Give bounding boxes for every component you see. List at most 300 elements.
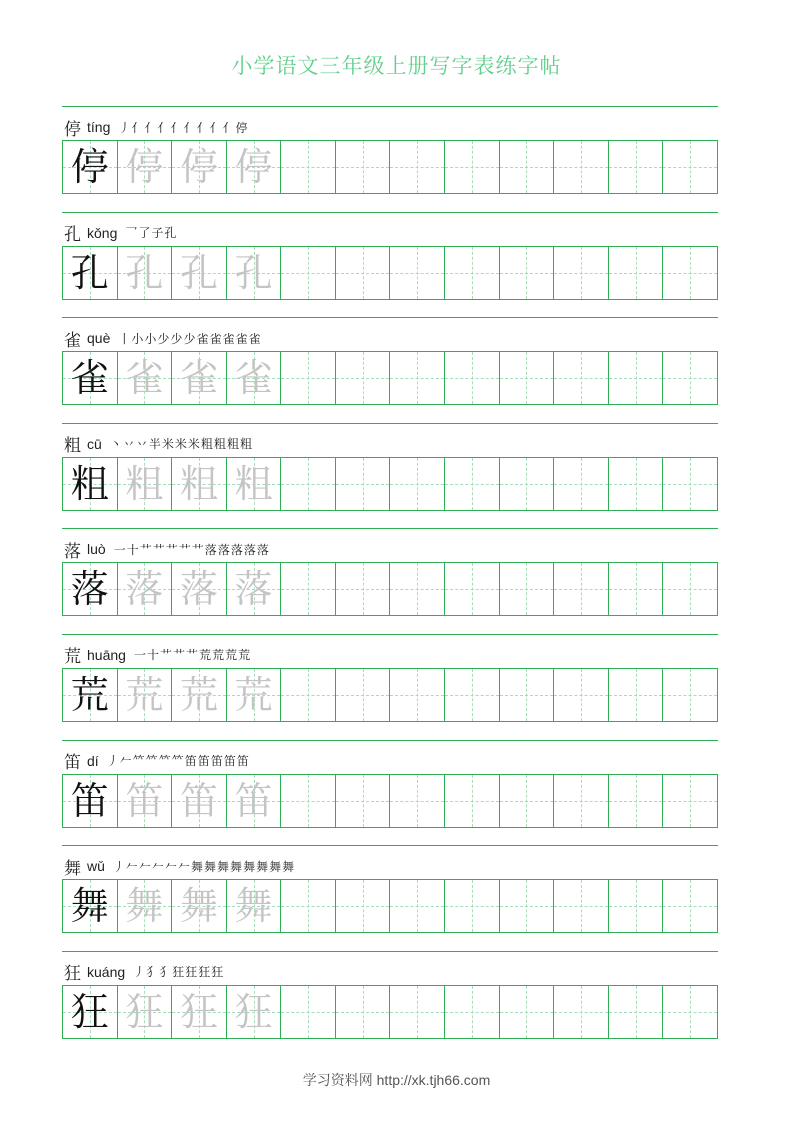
pinyin: què: [87, 330, 111, 347]
writing-grid: [62, 351, 718, 405]
trace-character: 孔: [125, 250, 164, 295]
guide-line-horizontal: [554, 906, 608, 907]
trace-character: 狂: [125, 989, 164, 1034]
blank-writing-box[interactable]: [281, 986, 336, 1038]
guide-line-horizontal: [609, 801, 663, 802]
character-info: [64, 854, 295, 878]
stroke-step: 狂: [198, 965, 211, 980]
trace-character-box[interactable]: [227, 458, 282, 510]
model-character: 狂: [70, 989, 109, 1034]
character-row-2: [62, 212, 718, 318]
stroke-step: 落: [204, 542, 217, 557]
blank-writing-box[interactable]: [390, 775, 445, 827]
blank-writing-box[interactable]: [390, 880, 445, 932]
blank-writing-box[interactable]: [554, 669, 609, 721]
trace-character: 舞: [234, 884, 273, 929]
character-label: 孔: [64, 225, 81, 246]
trace-character-box[interactable]: [172, 141, 227, 193]
guide-line-horizontal: [663, 589, 717, 590]
stroke-step: 舞: [256, 859, 269, 874]
guide-line-horizontal: [500, 695, 554, 696]
model-character: 笛: [70, 778, 109, 823]
character-label: 狂: [64, 964, 81, 985]
blank-writing-box[interactable]: [390, 563, 445, 615]
guide-line-horizontal: [281, 273, 335, 274]
pinyin: cū: [87, 435, 102, 452]
blank-writing-box[interactable]: [609, 563, 664, 615]
stroke-step: 亻: [183, 120, 196, 135]
model-character-box[interactable]: [63, 352, 118, 404]
stroke-step: 少: [157, 331, 170, 346]
model-character-box[interactable]: [63, 247, 118, 299]
blank-writing-box[interactable]: [663, 458, 717, 510]
stroke-step: 笛: [184, 754, 197, 769]
trace-character: 舞: [179, 884, 218, 929]
character-label: 笛: [64, 753, 81, 774]
stroke-step: 丿: [118, 120, 131, 135]
model-character-box[interactable]: [63, 775, 118, 827]
blank-writing-box[interactable]: [554, 352, 609, 404]
stroke-step: 少: [170, 331, 183, 346]
model-character: 落: [70, 567, 109, 612]
trace-character-box[interactable]: [227, 880, 282, 932]
blank-writing-box[interactable]: [500, 669, 555, 721]
guide-line-horizontal: [281, 378, 335, 379]
stroke-step: 舞: [217, 859, 230, 874]
character-row-9: [62, 951, 718, 1057]
blank-writing-box[interactable]: [336, 775, 391, 827]
guide-line-horizontal: [281, 1012, 335, 1013]
guide-line-horizontal: [554, 273, 608, 274]
guide-line-horizontal: [390, 801, 444, 802]
row-divider: [62, 951, 718, 952]
guide-line-horizontal: [500, 589, 554, 590]
blank-writing-box[interactable]: [663, 669, 717, 721]
guide-line-horizontal: [554, 1012, 608, 1013]
blank-writing-box[interactable]: [390, 247, 445, 299]
guide-line-horizontal: [390, 906, 444, 907]
blank-writing-box[interactable]: [500, 458, 555, 510]
model-character-box[interactable]: [63, 669, 118, 721]
trace-character: 落: [234, 567, 273, 612]
guide-line-horizontal: [554, 167, 608, 168]
blank-writing-box[interactable]: [445, 352, 500, 404]
blank-writing-box[interactable]: [336, 563, 391, 615]
blank-writing-box[interactable]: [445, 669, 500, 721]
blank-writing-box[interactable]: [445, 247, 500, 299]
stroke-step: 𥫗: [158, 754, 171, 769]
blank-writing-box[interactable]: [554, 141, 609, 193]
guide-line-horizontal: [390, 589, 444, 590]
trace-character-box[interactable]: [227, 352, 282, 404]
blank-writing-box[interactable]: [554, 247, 609, 299]
row-divider: [62, 845, 718, 846]
trace-character-box[interactable]: [118, 880, 173, 932]
character-row-5: [62, 528, 718, 634]
stroke-step: 舞: [243, 859, 256, 874]
trace-character: 荒: [234, 672, 273, 717]
writing-grid: [62, 774, 718, 828]
writing-grid: [62, 668, 718, 722]
blank-writing-box[interactable]: [390, 458, 445, 510]
stroke-step: 亻: [144, 120, 157, 135]
character-label: 粗: [64, 436, 81, 457]
blank-writing-box[interactable]: [663, 775, 717, 827]
blank-writing-box[interactable]: [663, 563, 717, 615]
trace-character-box[interactable]: [118, 141, 173, 193]
blank-writing-box[interactable]: [609, 669, 664, 721]
blank-writing-box[interactable]: [609, 247, 664, 299]
stroke-step: 乛: [125, 226, 138, 241]
stroke-step: 舞: [282, 859, 295, 874]
character-info: [64, 115, 249, 139]
blank-writing-box[interactable]: [500, 563, 555, 615]
character-label: 停: [64, 119, 81, 140]
stroke-step: 荒: [212, 648, 225, 663]
blank-writing-box[interactable]: [609, 458, 664, 510]
trace-character-box[interactable]: [118, 986, 173, 1038]
model-character-box[interactable]: [63, 458, 118, 510]
blank-writing-box[interactable]: [445, 775, 500, 827]
trace-character: 粗: [234, 461, 273, 506]
blank-writing-box[interactable]: [500, 247, 555, 299]
guide-line-horizontal: [390, 695, 444, 696]
guide-line-horizontal: [663, 695, 717, 696]
stroke-step: 小: [144, 331, 157, 346]
trace-character-box[interactable]: [227, 669, 282, 721]
stroke-step: 米: [174, 437, 187, 452]
stroke-step: 米: [161, 437, 174, 452]
trace-character: 粗: [179, 461, 218, 506]
character-row-3: [62, 317, 718, 423]
trace-character-box[interactable]: [118, 458, 173, 510]
trace-character-box[interactable]: [172, 563, 227, 615]
blank-writing-box[interactable]: [554, 775, 609, 827]
model-character: 荒: [70, 672, 109, 717]
trace-character: 孔: [179, 250, 218, 295]
guide-line-horizontal: [609, 906, 663, 907]
blank-writing-box[interactable]: [336, 247, 391, 299]
character-info: [64, 643, 251, 667]
trace-character-box[interactable]: [118, 352, 173, 404]
stroke-step: 丿: [106, 754, 119, 769]
footer-text: 学习资料网 http://xk.tjh66.com: [302, 1072, 491, 1088]
trace-character-box[interactable]: [118, 247, 173, 299]
blank-writing-box[interactable]: [445, 563, 500, 615]
blank-writing-box[interactable]: [445, 986, 500, 1038]
guide-line-horizontal: [609, 378, 663, 379]
blank-writing-box[interactable]: [281, 352, 336, 404]
guide-line-horizontal: [663, 378, 717, 379]
trace-character: 笛: [125, 778, 164, 823]
trace-character: 粗: [125, 461, 164, 506]
guide-line-horizontal: [336, 695, 390, 696]
stroke-step: 舞: [230, 859, 243, 874]
trace-character-box[interactable]: [118, 563, 173, 615]
trace-character-box[interactable]: [172, 458, 227, 510]
blank-writing-box[interactable]: [390, 352, 445, 404]
blank-writing-box[interactable]: [390, 141, 445, 193]
guide-line-horizontal: [336, 801, 390, 802]
stroke-step: 粗: [226, 437, 239, 452]
guide-line-horizontal: [445, 378, 499, 379]
character-row-1: [62, 106, 718, 212]
blank-writing-box[interactable]: [281, 880, 336, 932]
guide-line-horizontal: [445, 167, 499, 168]
guide-line-horizontal: [281, 695, 335, 696]
blank-writing-box[interactable]: [554, 458, 609, 510]
blank-writing-box[interactable]: [609, 775, 664, 827]
trace-character-box[interactable]: [172, 986, 227, 1038]
model-character-box[interactable]: [63, 880, 118, 932]
blank-writing-box[interactable]: [281, 669, 336, 721]
stroke-step: 狂: [185, 965, 198, 980]
stroke-step: 落: [256, 542, 269, 557]
stroke-step: 孔: [164, 226, 177, 241]
trace-character: 孔: [234, 250, 273, 295]
stroke-step: 一: [133, 648, 146, 663]
stroke-step: 𠂉: [164, 859, 177, 874]
trace-character: 荒: [125, 672, 164, 717]
stroke-step: 𠂉: [151, 859, 164, 874]
blank-writing-box[interactable]: [609, 352, 664, 404]
guide-line-horizontal: [663, 906, 717, 907]
trace-character-box[interactable]: [227, 141, 282, 193]
character-label: 雀: [64, 330, 81, 351]
guide-line-horizontal: [554, 378, 608, 379]
guide-line-horizontal: [281, 906, 335, 907]
stroke-step: 粗: [213, 437, 226, 452]
stroke-step: 艹: [186, 648, 199, 663]
guide-line-horizontal: [500, 273, 554, 274]
stroke-step: 艹: [159, 648, 172, 663]
guide-line-horizontal: [445, 695, 499, 696]
stroke-step: 十: [126, 542, 139, 557]
blank-writing-box[interactable]: [390, 669, 445, 721]
trace-character-box[interactable]: [172, 247, 227, 299]
row-divider: [62, 317, 718, 318]
row-divider: [62, 634, 718, 635]
blank-writing-box[interactable]: [336, 458, 391, 510]
stroke-step: 艹: [165, 542, 178, 557]
stroke-step: 子: [151, 226, 164, 241]
character-row-6: [62, 634, 718, 740]
blank-writing-box[interactable]: [336, 141, 391, 193]
blank-writing-box[interactable]: [445, 458, 500, 510]
trace-character: 雀: [179, 356, 218, 401]
character-info: [64, 326, 262, 350]
trace-character-box[interactable]: [227, 775, 282, 827]
writing-grid: [62, 457, 718, 511]
stroke-step: 笛: [223, 754, 236, 769]
pinyin: kǒng: [87, 224, 118, 241]
blank-writing-box[interactable]: [500, 775, 555, 827]
stroke-step: 亻: [170, 120, 183, 135]
blank-writing-box[interactable]: [281, 247, 336, 299]
trace-character: 雀: [234, 356, 273, 401]
guide-line-horizontal: [500, 906, 554, 907]
guide-line-horizontal: [390, 167, 444, 168]
stroke-step: 亻: [222, 120, 235, 135]
character-info: [64, 537, 270, 561]
stroke-step: 艹: [139, 542, 152, 557]
stroke-step: 丿: [112, 859, 125, 874]
blank-writing-box[interactable]: [500, 352, 555, 404]
character-info: [64, 432, 253, 456]
stroke-step: 荒: [238, 648, 251, 663]
stroke-step: 雀: [222, 331, 235, 346]
blank-writing-box[interactable]: [281, 563, 336, 615]
blank-writing-box[interactable]: [281, 458, 336, 510]
guide-line-horizontal: [663, 801, 717, 802]
model-character-box[interactable]: [63, 141, 118, 193]
blank-writing-box[interactable]: [336, 880, 391, 932]
stroke-step: 笛: [197, 754, 210, 769]
stroke-step: 荒: [225, 648, 238, 663]
stroke-step: 犭: [146, 965, 159, 980]
stroke-step: 𥫗: [132, 754, 145, 769]
stroke-step: 狂: [211, 965, 224, 980]
blank-writing-box[interactable]: [663, 247, 717, 299]
blank-writing-box[interactable]: [663, 986, 717, 1038]
row-divider: [62, 212, 718, 213]
pinyin: wǔ: [87, 858, 105, 875]
writing-grid: [62, 246, 718, 300]
guide-line-horizontal: [390, 1012, 444, 1013]
guide-line-horizontal: [554, 589, 608, 590]
stroke-step: 一: [113, 542, 126, 557]
pinyin: huāng: [87, 646, 126, 663]
stroke-step: 狂: [172, 965, 185, 980]
trace-character-box[interactable]: [227, 247, 282, 299]
stroke-step: 小: [131, 331, 144, 346]
guide-line-horizontal: [336, 273, 390, 274]
guide-line-horizontal: [500, 378, 554, 379]
guide-line-horizontal: [609, 1012, 663, 1013]
stroke-step: 𠂉: [125, 859, 138, 874]
trace-character: 笛: [234, 778, 273, 823]
page-title: 小学语文三年级上册写字表练字帖: [231, 54, 562, 78]
stroke-step: 笛: [210, 754, 223, 769]
blank-writing-box[interactable]: [554, 563, 609, 615]
pinyin: dí: [87, 752, 99, 769]
trace-character: 舞: [125, 884, 164, 929]
pinyin: luò: [87, 541, 106, 558]
blank-writing-box[interactable]: [500, 986, 555, 1038]
guide-line-horizontal: [445, 484, 499, 485]
character-row-8: [62, 845, 718, 951]
stroke-step: 少: [183, 331, 196, 346]
blank-writing-box[interactable]: [281, 141, 336, 193]
guide-line-horizontal: [609, 695, 663, 696]
character-info: [64, 221, 177, 245]
trace-character: 落: [125, 567, 164, 612]
stroke-step: 雀: [209, 331, 222, 346]
trace-character: 狂: [179, 989, 218, 1034]
character-row-7: [62, 740, 718, 846]
trace-character-box[interactable]: [227, 986, 282, 1038]
blank-writing-box[interactable]: [663, 352, 717, 404]
guide-line-horizontal: [390, 378, 444, 379]
blank-writing-box[interactable]: [609, 880, 664, 932]
blank-writing-box[interactable]: [336, 669, 391, 721]
guide-line-horizontal: [500, 167, 554, 168]
guide-line-horizontal: [609, 167, 663, 168]
model-character: 粗: [70, 461, 109, 506]
stroke-step: 十: [146, 648, 159, 663]
stroke-step: 舞: [191, 859, 204, 874]
guide-line-horizontal: [609, 273, 663, 274]
stroke-step: 停: [235, 120, 248, 135]
blank-writing-box[interactable]: [390, 986, 445, 1038]
blank-writing-box[interactable]: [554, 880, 609, 932]
row-divider: [62, 528, 718, 529]
blank-writing-box[interactable]: [500, 141, 555, 193]
trace-character: 笛: [179, 778, 218, 823]
guide-line-horizontal: [609, 484, 663, 485]
stroke-step: 丿: [133, 965, 146, 980]
blank-writing-box[interactable]: [554, 986, 609, 1038]
character-label: 舞: [64, 858, 81, 879]
guide-line-horizontal: [281, 801, 335, 802]
guide-line-horizontal: [281, 589, 335, 590]
stroke-step: 𠂉: [177, 859, 190, 874]
blank-writing-box[interactable]: [281, 775, 336, 827]
stroke-step: 米: [187, 437, 200, 452]
stroke-step: 粗: [239, 437, 252, 452]
guide-line-horizontal: [281, 167, 335, 168]
trace-character-box[interactable]: [172, 775, 227, 827]
trace-character-box[interactable]: [118, 775, 173, 827]
stroke-step: 艹: [191, 542, 204, 557]
guide-line-horizontal: [281, 484, 335, 485]
blank-writing-box[interactable]: [445, 880, 500, 932]
guide-line-horizontal: [554, 801, 608, 802]
trace-character: 落: [179, 567, 218, 612]
model-character-box[interactable]: [63, 986, 118, 1038]
trace-character-box[interactable]: [172, 880, 227, 932]
guide-line-horizontal: [663, 273, 717, 274]
guide-line-horizontal: [336, 589, 390, 590]
writing-grid: [62, 879, 718, 933]
stroke-step: 了: [138, 226, 151, 241]
stroke-step: 𠂉: [119, 754, 132, 769]
blank-writing-box[interactable]: [336, 352, 391, 404]
blank-writing-box[interactable]: [663, 880, 717, 932]
guide-line-horizontal: [663, 1012, 717, 1013]
character-label: 荒: [64, 647, 81, 668]
trace-character-box[interactable]: [172, 352, 227, 404]
trace-character-box[interactable]: [227, 563, 282, 615]
trace-character: 停: [125, 145, 164, 189]
trace-character-box[interactable]: [118, 669, 173, 721]
row-divider: [62, 106, 718, 107]
model-character: 雀: [70, 356, 109, 401]
model-character: 舞: [70, 884, 109, 929]
blank-writing-box[interactable]: [609, 141, 664, 193]
model-character-box[interactable]: [63, 563, 118, 615]
blank-writing-box[interactable]: [500, 880, 555, 932]
guide-line-horizontal: [554, 484, 608, 485]
trace-character-box[interactable]: [172, 669, 227, 721]
pinyin: tíng: [87, 119, 111, 135]
blank-writing-box[interactable]: [336, 986, 391, 1038]
blank-writing-box[interactable]: [663, 141, 717, 193]
blank-writing-box[interactable]: [609, 986, 664, 1038]
writing-grid: [62, 985, 718, 1039]
blank-writing-box[interactable]: [445, 141, 500, 193]
stroke-step: 丨: [118, 331, 131, 346]
